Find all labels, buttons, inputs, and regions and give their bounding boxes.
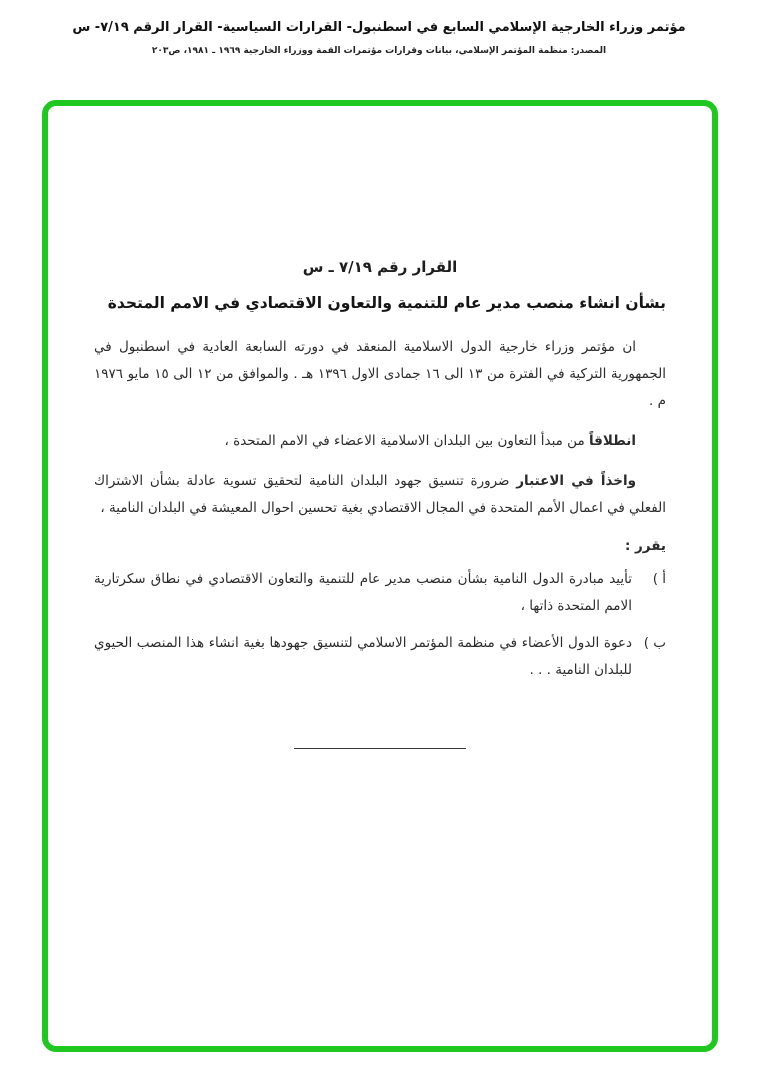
document-frame [42,100,718,1052]
list-item [94,630,666,684]
decision-label: يقرر : [624,538,666,554]
header-source: المصدر: منظمة المؤتمر الإسلامي، بيانات وقرارات مؤتمرات القمة ووزراء الخارجية ١٩٦٩ ـ ١٩٨١، ص٢٠٣ [151,46,607,56]
paragraph-lead: انطلاقاً [588,433,636,449]
paragraph-lead: واخذاً في الاعتبار [516,473,637,489]
item-marker: ب ) [643,635,666,651]
paragraph-text: ضرورة تنسيق جهود البلدان النامية لتحقيق تسوية عادلة بشأن الاشتراك الفعلي في اعمال الأمم المتحدة في المجال الاقتصادي بغية تحسين احوال المعيشة في البلدان النامية ، [94,473,666,516]
resolution-title: القرار رقم ٧/١٩ ـ س [302,258,458,276]
paragraph-consideration [94,468,666,522]
item-marker: أ ) [652,571,666,587]
item-text: دعوة الدول الأعضاء في منظمة المؤتمر الاسلامي لتنسيق جهودها بغية انشاء هذا المنصب الحيوي للبلدان النامية . . . [94,635,632,678]
paragraph-preamble [94,334,666,415]
header-title: مؤتمر وزراء الخارجية الإسلامي السابع في اسطنبول- القرارات السياسية- القرار الرقم ٧/١٩- س [72,20,686,35]
paragraph-text: من مبدأ التعاون بين البلدان الاسلامية الاعضاء في الامم المتحدة ، [224,433,585,449]
divider-line [294,748,466,749]
item-text: تأييد مبادرة الدول النامية بشأن منصب مدير عام للتنمية والتعاون الاقتصادي في نطاق سكرتارية الامم المتحدة ذاتها ، [94,571,632,614]
list-item [94,566,666,620]
page-header [0,0,758,56]
paragraph-text: ان مؤتمر وزراء خارجية الدول الاسلامية المنعقد في دورته السابعة العادية في اسطنبول في الجمهورية التركية في الفترة من ١٣ الى ١٦ جمادى الاول ١٣٩٦ هـ . والموافق من ١٢ الى ١٥ مايو ١٩٧٦ م . [94,339,666,409]
resolution-subtitle: بشأن انشاء منصب مدير عام للتنمية والتعاون الاقتصادي في الامم المتحدة [107,294,666,312]
paragraph-principle [94,428,666,455]
document-content [48,106,712,749]
